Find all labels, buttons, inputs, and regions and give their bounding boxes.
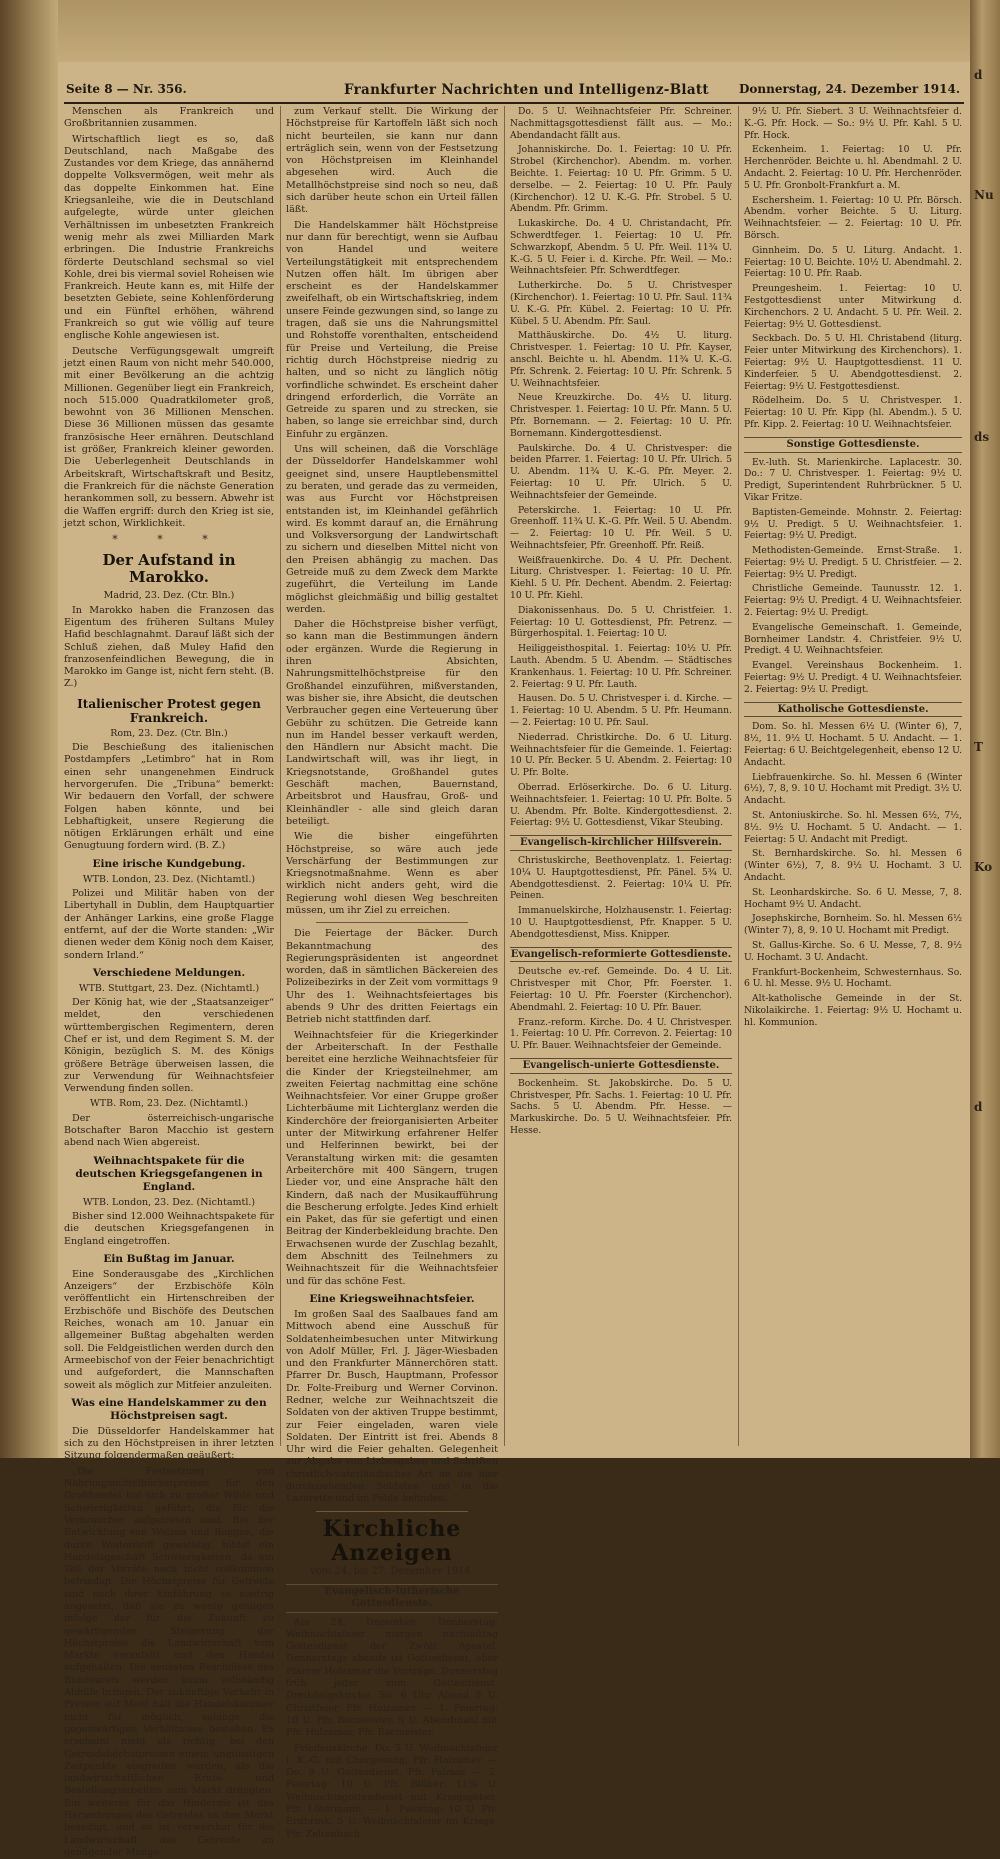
section-heading: Evangelisch-kirchlicher Hilfsverein.: [510, 835, 732, 851]
column-rule: [738, 106, 739, 1446]
column-rule: [280, 106, 281, 1446]
column-4: [744, 106, 962, 1446]
listing-entry: Eschersheim. 1. Feiertag: 10 U. Pfr. Börsch. Abendm. vorher Beichte. 5 U. Liturg. Weihnachtsfeier. — 2. Feiertag: 10 U. Pfr. Börsch.: [744, 194, 962, 241]
edge-fragment: d: [974, 1100, 983, 1114]
article-headline: Ein Bußtag im Januar.: [103, 1252, 235, 1265]
dateline: WTB. London, 23. Dez. (Nichtamtl.): [82, 873, 256, 885]
listing-entry: Ginnheim. Do. 5 U. Liturg. Andacht. 1. Feiertag: 10 U. Beichte. 10½ U. Abendmahl. 2. Feiertag: 10 U. Pfr. Raab.: [744, 244, 962, 280]
listing-entry: Bockenheim. St. Jakobskirche. Do. 5 U. Christvesper, Pfr. Sachs. 1. Feiertag: 10 U. Pfr. Sachs. 5 U. Abendm. Pfr. Hesse. — Markuskirche. Do. 5 U. Weihnachtsfeier. Pfr. Hesse.: [510, 1077, 732, 1136]
article-headline: Der Aufstand in Marokko.: [102, 551, 236, 587]
listing-entry: Diakonissenhaus. Do. 5 U. Christfeier. 1. Feiertag: 10 U. Gottesdienst, Pfr. Petrenz. — Bürgerhospital. 1. Feiertag: 10 U.: [510, 604, 732, 640]
dateline: WTB. London, 23. Dez. (Nichtamtl.): [82, 1196, 256, 1208]
column-1: [64, 106, 274, 1858]
listing-entry: Christuskirche, Beethovenplatz. 1. Feiertag: 10¼ U. Hauptgottesdienst, Pfr. Pänel. 5¾ U. Abendgottesdienst. 2. Feiertag: 10¼ U. Pfr. Peinen.: [510, 855, 732, 902]
column-3: [510, 106, 732, 1446]
section-heading: Evangelisch-lutherische Gottesdienste.: [286, 1584, 498, 1613]
listing-entry: Christliche Gemeinde. Taunusstr. 12. 1. Feiertag: 9½ U. Predigt. 4 U. Weihnachtsfeier. 2. Feiertag: 9½ U. Predigt.: [744, 583, 962, 619]
column-2: [286, 106, 498, 1840]
section-heading: Katholische Gottesdienste.: [744, 702, 962, 718]
edge-fragment: Nu: [974, 188, 994, 202]
article-paragraph: Der König hat, wie der „Staatsanzeiger“ meldet, den verschiedenen württembergischen Regimentern, deren Chef er ist, und dem Regiment S. M. der Königin, bezüglich S. M. des Königs größere Beträge überweisen lassen, die zur Verwendung für Weihnachtsfeier Verwendung finden sollen.: [64, 997, 274, 1095]
local-notice: Die Feiertage der Bäcker. Durch Bekanntmachung des Regierungspräsidenten ist angeordnet worden, daß in sämtlichen Bäckereien des Polizeibezirks in der Zeit vom vormittags 9 Uhr des 1. Weihnachtsfeiertages bis abends 9 Uhr des dritten Feiertags ein Betrieb nicht stattfinden darf.: [286, 928, 498, 1026]
article-headline: Eine irische Kundgebung.: [92, 857, 246, 870]
listing-entry: Liebfrauenkirche. So. hl. Messen 6 (Winter 6½), 7, 8, 9. 10 U. Hochamt mit Predigt. 3½ U. Andacht.: [744, 771, 962, 807]
article-paragraph: Im großen Saal des Saalbaues fand am Mittwoch abend eine Ausschuß für Soldatenheimbesuchen unter Mitwirkung von Adolf Müller, Frl. J. Jäger-Wiesbaden und den Frankfurter Männerchören statt. Pfarrer Dr. Busch, Hauptmann, Professor Dr. Folte-Freiburg und Werner Corvinon. Redner, welche zur Weihnachtszeit die Soldaten von der aktiven Truppe bestimmt, zur Feier eingeladen, waren viele Soldaten. Der Eintritt ist frei. Abends 8 Uhr wird die Feier gehalten. Gelegenheit zur Abgabe von Liebesgaben und Schriften christlich-vaterländischer Art an die hier durchziehenden Soldaten und in die Lazarette und im Felde befinden.: [286, 1308, 498, 1505]
listing-entry: Franz.-reform. Kirche. Do. 4 U. Christvesper. 1. Feiertag: 10 U. Pfr. Correvon. 2. Feiertag: 10 U. Pfr. Bauer. Weihnachtsfeier der Gemeinde.: [510, 1016, 732, 1052]
section-divider-stars: * * *: [112, 533, 226, 547]
dateline: WTB. Stuttgart, 23. Dez. (Nichtamtl.): [78, 982, 260, 994]
column-rule: [504, 106, 505, 1446]
edge-fragment: ds: [974, 430, 990, 444]
issue-date: Donnerstag, 24. Dezember 1914.: [739, 82, 960, 96]
listing-entry: Alt-katholische Gemeinde in der St. Nikolaikirche. 1. Feiertag: 9½ U. Hochamt u. hl. Kommunion.: [744, 993, 962, 1028]
article-paragraph: Daher die Höchstpreise bisher verfügt, so kann man die Bestimmungen ändern oder ergänzen. Wurde die Regierung in ihren Absichten, Nahrungsmittelhöchstpreise für den Großhandel einzuführen, mißverstanden, was bisher sie, ihre Absicht, die deutschen Verbraucher gegen eine Verteuerung über Gebühr zu schützen. Die Getreide kann nun im Handel besser verkauft werden, den Händlern nur Absicht macht. Die Landwirtschaft will, was ihr liegt, in Kriegsnotstande, Großhandel gutes Geschäft machen, Bauernstand, Arbeitsbrot und Hausfrau, Groß- und Kleinhändler - alle sind gleich daran beteiligt.: [286, 619, 498, 827]
listing-entry: Rödelheim. Do. 5 U. Christvesper. 1. Feiertag: 10 U. Pfr. Kipp (hl. Abendm.). 5 U. Pfr. Kipp. 2. Feiertag: 10 U. Weihnachtsfeier.: [744, 395, 962, 430]
listing-entry: St. Gallus-Kirche. So. 6 U. Messe, 7, 8. 9½ U. Hochamt. 3 U. Andacht.: [744, 940, 962, 963]
dateline: WTB. Rom, 23. Dez. (Nichtamtl.): [89, 1098, 249, 1110]
article-headline: Verschiedene Meldungen.: [92, 966, 246, 979]
listing-entry: Heiliggeisthospital. 1. Feiertag: 10½ U. Pfr. Lauth. Abendm. 5 U. Abendm. — Städtisches Krankenhaus. 1. Feiertag: 10 U. Pfr. Schreiner. 2. Feiertag: 9 U. Pfr. Lauth.: [510, 643, 732, 690]
listing-entry: Weißfrauenkirche. Do. 4 U. Pfr. Dechent. Liturg. Christvesper. 1. Feiertag: 10 U. Pfr. Kiehl. 5 U. Pfr. Dechent. Abendm. 2. Feiertag: 10 U. Pfr. Kiehl.: [510, 554, 732, 602]
listing-entry: Evangelische Gemeinschaft. 1. Gemeinde, Bornheimer Landstr. 4. Christfeier. 9½ U. Predigt. 4 U. Weihnachtsfeier.: [744, 621, 962, 657]
article-paragraph: Wirtschaftlich liegt es so, daß Deutschland, nach Maßgabe des Zustandes vor dem Kriege, das annähernd doppelte Volksvermögen, weit mehr als das doppelte Einkommen hat. Eine Kriegsanleihe, wie die in Deutschland aufgelegte, würde unter gleichen Verhältnissen im unbesetzten Frankreich wenig mehr als zwei Milliarden Mark erbringen. Die Industrie Frankreichs förderte Deutschland sechsmal so viel Kohle, drei bis viermal soviel Roheisen wie Frankreich. Heute kann es, mit Hilfe der besetzten Gebiete, seine Kohlenförderung und ein Fünftel erhöhen, während Frankreich so gut wie völlig auf teure englische Kohle angewiesen ist.: [64, 133, 274, 342]
section-heading: Evangelisch-unierte Gottesdienste.: [510, 1058, 732, 1074]
article-paragraph: Eine Sonderausgabe des „Kirchlichen Anzeigers“ der Erzbischöfe Köln veröffentlicht ein Hirtenschreiben der Erzbischöfe und Bischöfe des Deutschen Reiches, wonach am 10. Januar ein allgemeiner Bußtag abgehalten werden soll. Die Feldgeistlichen werden durch den Armeebischof von der Feier benachrichtigt und aufgefordert, die Mannschaften soweit als möglich zur Mitfeier anzuleiten.: [64, 1268, 274, 1391]
listing-entry: Friedenskirche. Do. 5 U. Weihnachtsfeier i. K.-G. mit Chorgesang, Pfr. Holzamer. — Do. 9 U. Gottesdienst, Pfr. Palmer. — 2. Feiertag: 10 U. Pfr. Blüher. 11¾ U. Weihnachtsgottesdienst mit Kriegsgebet, Pfr. Lötermann. — 1. Feiertag: 10 U. Pfr. Erdbrink. 5 U. Weihnachtsfeier im Kriege, Pfr. Zeltenbach.: [286, 1742, 498, 1840]
article-paragraph: Der österreichisch-ungarische Botschafter Baron Macchio ist gestern abend nach Wien abgereist.: [64, 1112, 274, 1149]
article-headline: Weihnachtspakete für die deutschen Kriegsgefangenen in England.: [75, 1154, 263, 1193]
listing-entry: Paulskirche. Do. 4 U. Christvesper: die beiden Pfarrer. 1. Feiertag: 10 U. Pfr. Ulrich. 5 U. Abendm. 11¾ U. K.-G. Pfr. Meyer. 2. Feiertag: 10 U. Pfr. Ulrich. 5 U. Weihnachtsfeier der Gemeinde.: [510, 442, 732, 501]
listing-entry: Lutherkirche. Do. 5 U. Christvesper (Kirchenchor). 1. Feiertag: 10 U. Pfr. Saul. 11¾ U. K.-G. Pfr. Kübel. 2. Feiertag: 10 U. Pfr. Kübel. 5 U. Abendm. Pfr. Saul.: [510, 280, 732, 327]
listing-entry: Johanniskirche. Do. 1. Feiertag: 10 U. Pfr. Strobel (Kirchenchor). Abendm. m. vorher. Beichte. 1. Feiertag: 10 U. Pfr. Grimm. 5 U. derselbe. — 2. Feiertag: 10 U. Pfr. Pauly (Kirchenchor). 12 U. K.-G. Pfr. Strobel. 5 U. Abendm. Pfr. Grimm.: [510, 144, 732, 215]
article-paragraph: Deutsche Verfügungsgewalt umgreift jetzt einen Raum von nicht mehr 540.000, mit einer Bevölkerung an die achtzig Millionen. Gegenüber liegt ein Frankreich, noch 515.000 Quadratkilometer groß, bewohnt von 36 Millionen Menschen. Diese 36 Millionen müssen das gesamte französische Heer ernähren. Deutschland ist größer, Frankreich kleiner geworden. Die Ueberlegenheit Deutschlands in Arbeitskraft, Wirtschaftskraft und Besitz, die Frankreich für die nächste Generation herankommen soll, zu bessern. Abwehr ist die Waffen ergriff: durch den Krieg ist sie, jetzt schon, Wirklichkeit.: [64, 345, 274, 529]
masthead-title: Frankfurter Nachrichten und Intelligenz-Blatt: [344, 82, 709, 98]
listing-entry: Seckbach. Do. 5 U. Hl. Christabend (liturg. Feier unter Mitwirkung des Kirchenchors). 1. Feiertag: 9½ U. Hauptgottesdienst. 11 U. Kinderfeier. 5 U. Abendgottesdienst. 2. Feiertag: 9½ U. Festgottesdienst.: [744, 333, 962, 392]
listing-entry: Immanuelskirche, Holzhausenstr. 1. Feiertag: 10 U. Hauptgottesdienst, Pfr. Knapper. 5 U. Abendgottesdienst, Miss. Knipper.: [510, 905, 732, 940]
edge-fragment: d: [974, 68, 983, 82]
article-headline: Was eine Handelskammer zu den Höchstpreisen sagt.: [71, 1396, 267, 1422]
page-number: Seite 8 — Nr. 356.: [66, 82, 187, 96]
listing-entry: Neue Kreuzkirche. Do. 4½ U. liturg. Christvesper. 1. Feiertag: 10 U. Pfr. Mann. 5 U. Pfr. Bornemann. — 2. Feiertag: 10 U. Pfr. Bornemann. Kindergottesdienst.: [510, 392, 732, 439]
listing-entry: Am 24. Dezember, Donnerstag: Weihnachtsfeier morgen nachmittag Gottesdienst der Zwölf Apostel. Donnerstags abends ist Gottesdienst, aber Pfarrer Holzamer die Vorträge. Donnerstag früh jeder zum Gottesdienst. Dreikönigskirche. So. 6 Uhr Abend 8 U. Christfeier, Pfr. Holzamer. — 1. Feiertag: 10 U. Pfr. Bacmeister. 5 U. Abendmahl mit Pfr. Holzamer, Pfr. Bacmeister.: [286, 1616, 498, 1739]
listing-entry: Eckenheim. 1. Feiertag: 10 U. Pfr. Herchenröder. Beichte u. hl. Abendmahl. 2 U. Andacht. 2. Feiertag: 10 U. Pfr. Herchenröder. 5 U. Pfr. Gronbolt-Frankfurt a. M.: [744, 144, 962, 191]
listing-entry: 9½ U. Pfr. Siebert. 3 U. Weihnachtsfeier d. K.-G. Pfr. Hock. — So.: 9½ U. Pfr. Kahl. 5 U. Pfr. Hock.: [744, 106, 962, 141]
divider: [316, 922, 468, 923]
article-paragraph: In Marokko haben die Franzosen das Eigentum des früheren Sultans Muley Hafid beschlagnahmt. Darauf läßt sich der Schluß ziehen, daß Muley Hafid den franzosenfeindlichen Bewegung, die in Marokko im Gange ist, nicht fern steht. (B. Z.): [64, 604, 274, 690]
listing-entry: St. Bernhardskirche. So. hl. Messen 6 (Winter 6½), 7, 8. 9½ U. Hochamt. 3 U. Andacht.: [744, 848, 962, 884]
section-heading: Evangelisch-reformierte Gottesdienste.: [510, 947, 732, 963]
article-paragraph: Menschen als Frankreich und Großbritannien zusammen.: [64, 106, 274, 130]
dateline: Rom, 23. Dez. (Ctr. Bln.): [110, 727, 228, 739]
listing-entry: Hausen. Do. 5 U. Christvesper i. d. Kirche. — 1. Feiertag: 10 U. Abendm. 5 U. Pfr. Heumann. — 2. Feiertag: 10 U. Pfr. Saul.: [510, 693, 732, 729]
section-subtitle: vom 24. bis 27. Dezember 1914.: [310, 1565, 474, 1577]
listing-entry: Ev.-luth. St. Marienkirche. Laplacestr. 30. Do.: 7 U. Christvesper. 1. Feiertag: 9½ U. Predigt, Superintendent Ruhrbrückner. 5 U. Vikar Fritze.: [744, 456, 962, 503]
divider: [316, 1511, 468, 1512]
article-paragraph: zum Verkauf stellt. Die Wirkung der Höchstpreise für Kartoffeln läßt sich noch nicht beurteilen, sie kann nur dann erträglich sein, wenn von der Festsetzung von Höchstpreisen im Kleinhandel abgesehen wird. Auch die Metallhöchstpreise sind noch so neu, daß sich darüber heute schon ein Urteil fällen läßt.: [286, 106, 498, 216]
listing-entry: St. Antoniuskirche. So. hl. Messen 6½, 7½, 8½. 9½ U. Hochamt. 5 U. Andacht. — 1. Feiertag: 5 U. Andacht mit Predigt.: [744, 810, 962, 845]
article-headline: Eine Kriegsweihnachtsfeier.: [309, 1292, 475, 1305]
article-paragraph: Polizei und Militär haben von der Libertyhall in Dublin, dem Hauptquartier der Anhänger Larkins, eine große Flagge entfernt, auf der die Worte standen: „Wir dienen weder dem König noch dem Kaiser, sondern Irland.“: [64, 888, 274, 961]
dateline: Madrid, 23. Dez. (Ctr. Bln.): [103, 590, 235, 602]
listing-entry: Preungesheim. 1. Feiertag: 10 U. Festgottesdienst unter Mitwirkung d. Kirchenchors. 2 U. Andacht. 5 U. Pfr. Weil. 2. Feiertag: 9½ U. Gottesdienst.: [744, 283, 962, 330]
page-top-margin: [58, 0, 970, 62]
listing-entry: Methodisten-Gemeinde. Ernst-Straße. 1. Feiertag: 9½ U. Predigt. 5 U. Christfeier. — 2. Feiertag: 9½ U. Predigt.: [744, 545, 962, 580]
listing-entry: Josephskirche, Bornheim. So. hl. Messen 6½ (Winter 7), 8, 9. 10 U. Hochamt mit Predigt.: [744, 913, 962, 937]
listing-entry: Peterskirche. 1. Feiertag: 10 U. Pfr. Greenhoff. 11¾ U. K.-G. Pfr. Weil. 5 U. Abendm. — 2. Feiertag: 10 U. Pfr. Weil. 5 U. Weihnachtsfeier, Pfr. Greenhoff. Pfr. Reiß.: [510, 504, 732, 551]
listing-entry: Evangel. Vereinshaus Bockenheim. 1. Feiertag: 9½ U. Predigt. 4 U. Weihnachtsfeier. 2. Feiertag: 9½ U. Predigt.: [744, 660, 962, 695]
listing-entry: Dom. So. hl. Messen 6½ U. (Winter 6), 7, 8½, 11. 9½ U. Hochamt. 5 U. Andacht. — 1. Feiertag: 6 U. Beichtgelegenheit, ebenso 12 U. Andacht.: [744, 721, 962, 768]
article-headline: Italienischer Protest gegen Frankreich.: [77, 696, 261, 725]
section-heading: Sonstige Gottesdienste.: [744, 437, 962, 453]
article-paragraph: Die Beschießung des italienischen Postdampfers „Letimbro“ hat in Rom einen sehr unangenehmen Eindruck hervorgerufen. Die „Tribuna“ bemerkt: Wir bedauern den Vorfall, der schwere Folgen haben könnte, und bei Lebhaftigkeit, unsere Regierung die nötigen Erklärungen erhält und eine Genugtuung fordern wird. (B. Z.): [64, 742, 274, 852]
section-title: Kirchliche Anzeigen: [322, 1515, 462, 1566]
listing-entry: Matthäuskirche. Do. 4½ U. liturg. Christvesper. 1. Feiertag: 10 U. Pfr. Kayser, anschl. Beichte u. hl. Abendm. 11¾ U. K.-G. Pfr. Schrenk. 2. Feiertag: 10 U. Pfr. Schrenk. 5 U. Weihnachtsfeier.: [510, 330, 732, 389]
article-paragraph: Wie die bisher eingeführten Höchstpreise, so wäre auch jede Verschärfung der Bestimmungen zur Kriegsnotmaßnahme. Wenn es aber wirklich nicht anders geht, wird die Regierung wohl diesen Weg beschreiten müssen, um ihr Ziel zu erreichen.: [286, 831, 498, 916]
adjacent-page-edge: [970, 0, 1000, 1458]
article-paragraph: Bisher sind 12.000 Weihnachtspakete für die deutschen Kriegsgefangenen in England eingetroffen.: [64, 1210, 274, 1247]
listing-entry: Oberrad. Erlöserkirche. Do. 6 U. Liturg. Weihnachtsfeier. 1. Feiertag: 10 U. Pfr. Bolte. 5 U. Abendm. Pfr. Bolte. Kindergottesdienst. 2. Feiertag: 9½ U. Gottesdienst, Vikar Steubing.: [510, 782, 732, 829]
edge-fragment: T: [974, 740, 983, 754]
listing-entry: St. Leonhardskirche. So. 6 U. Messe, 7, 8. Hochamt 9½ U. Andacht.: [744, 886, 962, 910]
article-paragraph: Die Düsseldorfer Handelskammer hat sich zu den Höchstpreisen in ihrer letzten Sitzung folgendermaßen geäußert:: [64, 1425, 274, 1462]
page-spine: [0, 0, 58, 1458]
article-paragraph: Uns will scheinen, daß die Vorschläge der Düsseldorfer Handelskammer wohl geeignet sind, unsere Hauptlebensmittel zu beraten, und gerade das zu vermeiden, was aus Furcht vor Höchstpreisen entstanden ist, im Kleinhandel gefährlich wird. Es kommt darauf an, die Ernährung und Volksversorgung der Landwirtschaft zu sichern und dieselben Mittel nicht von den Preisen abhängig zu machen. Das Getreide muß zu dem Zweck dem Markte zugeführt, die Verteilung im Lande möglichst gleichmäßig und billig gestaltet werden.: [286, 444, 498, 615]
page-header: [64, 80, 964, 104]
listing-entry: Frankfurt-Bockenheim, Schwesternhaus. So. 6 U. hl. Messe. 9½ U. Hochamt.: [744, 966, 962, 990]
listing-entry: Deutsche ev.-ref. Gemeinde. Do. 4 U. Lit. Christvesper mit Chor, Pfr. Foerster. 1. Feiertag: 10 U. Pfr. Foerster (Kirchenchor). Abendmahl. 2. Feiertag: 10 U. Pfr. Bauer.: [510, 966, 732, 1013]
local-notice: Weihnachtsfeier für die Kriegerkinder der Arbeiterschaft. In der Festhalle bereitet eine herzliche Weihnachtsfeier für die Kinder der Kriegsteilnehmer, am zweiten Feiertag nachmittag eine schöne Weihnachtsfeier. Vor einer Gruppe großer Lichterbäume mit Lichterglanz werden die Kinderchöre der freiorganisierten Arbeiter unter der Mitwirkung erfahrener Helfer und Helferinnen bewirkt, bei der Veranstaltung wirken mit: die gesamten Arbeiterchöre mit 400 Sängern, trugen Lieder vor, und eine Ansprache hält den Kindern, daß nach der Musikaufführung die Bescherung erfolgte. Jedes Kind erhielt ein Paket, das für sie gefertigt und einen Beitrag der Kinderbekleidung brachte. Den Erwachsenen wurde der Zuschlag bezahlt, dem Abschnitt des Teilnehmers zu Weihnachtszeit für die Weihnachtsfeier und für das schöne Fest.: [286, 1029, 498, 1287]
listing-entry: Lukaskirche. Do. 4 U. Christandacht, Pfr. Schwerdtfeger. 1. Feiertag: 10 U. Pfr. Schwarzkopf, Abendm. 5 U. Pfr. Weil. 11¾ U. K.-G. 5 U. Feier i. d. Kirche. Pfr. Weil. — Mo.: Weihnachtsfeier. Pfr. Schwerdtfeger.: [510, 218, 732, 277]
listing-entry: Do. 5 U. Weihnachtsfeier Pfr. Schreiner. Nachmittagsgottesdienst fällt aus. — Mo.: Abendandacht fällt aus.: [510, 106, 732, 141]
edge-fragment: Ko: [974, 860, 993, 874]
article-paragraph: „Die Festsetzung von Nahrungsmittelhöchstpreisen für den Großhandel hat sich zu großer Wilde und Schwierigkeiten geführt, die für die Verbraucher aufgetreten sind. Bei der Entwicklung von Weizen und Roggen, die durch Weiterdrift gewichtig, bildet ein Handelsgeschäft Schwierigkeiten, da ein Teil der Vorräte noch nicht vollkommen befriedigt. Die Höchstpreise für Getreide sind nach ihrer Einführung so niedrig angesetzt, daß sie zu wenig genügen infolge der für die Zukunft zu gewärtigenden Steigerung der Höchstpreise die Landwirtschaft vom Markte veranlaßt und den Handel aufgehalten. Die neuesten Beschlüsse des Bundesrats werden kaum vollständig Abhilfe bringen. Der zukünftige Verkehr in Preisen auf Mehl hält die Handelskammer nicht für möglich, solange die gegenwärtigen Verhältnisse bestehen. Es erscheint nicht als richtig, bei den Getreidehöchstpreisen einem ungünstigen Zeitpunkte eingreifen wurden, als die landwirtschaftlichen Ernte- und Bestellungsarbeiten zum Markt drängten. Ein weiteres für das Hindernis ist das Herandringen des Getreides an den Markt beseitigt, und so ist verwertbar für die Landwirtschaft das Getreide an genügender Menge.: [64, 1465, 274, 1858]
listing-entry: Niederrad. Christkirche. Do. 6 U. Liturg. Weihnachtsfeier für die Gemeinde. 1. Feiertag: 10 U. Pfr. Becker. 5 U. Abendm. 2. Feiertag: 10 U. Pfr. Bolte.: [510, 731, 732, 779]
listing-entry: Baptisten-Gemeinde. Mohnstr. 2. Feiertag: 9½ U. Predigt. 5 U. Weihnachtsfeier. 1. Feiertag: 9½ U. Predigt.: [744, 506, 962, 542]
article-paragraph: Die Handelskammer hält Höchstpreise nur dann für berechtigt, wenn sie Aufbau von Handel und weitere Verteilungstätigkeit mit entsprechendem Nutzen offen hält. Im übrigen aber erscheint es der Handelskammer zweifelhaft, ob ein Wirtschaftskrieg, indem unsere Feinde gezwungen sind, so lange zu tragen, daß sie uns die Nahrungsmittel und Rohstoffe vorenthalten, entscheidend für Preise und Verteilung, die Preise richtig durch Höchstpreise niedrig zu halten, und so nicht zu länglich nötig vorfindliche schwindet. Es erscheint daher dringend erforderlich, die Vorräte an Getreide zu sparen und zu strecken, sie haben, so lange sie erreichbar sind, durch Einfuhr zu ergänzen.: [286, 219, 498, 440]
